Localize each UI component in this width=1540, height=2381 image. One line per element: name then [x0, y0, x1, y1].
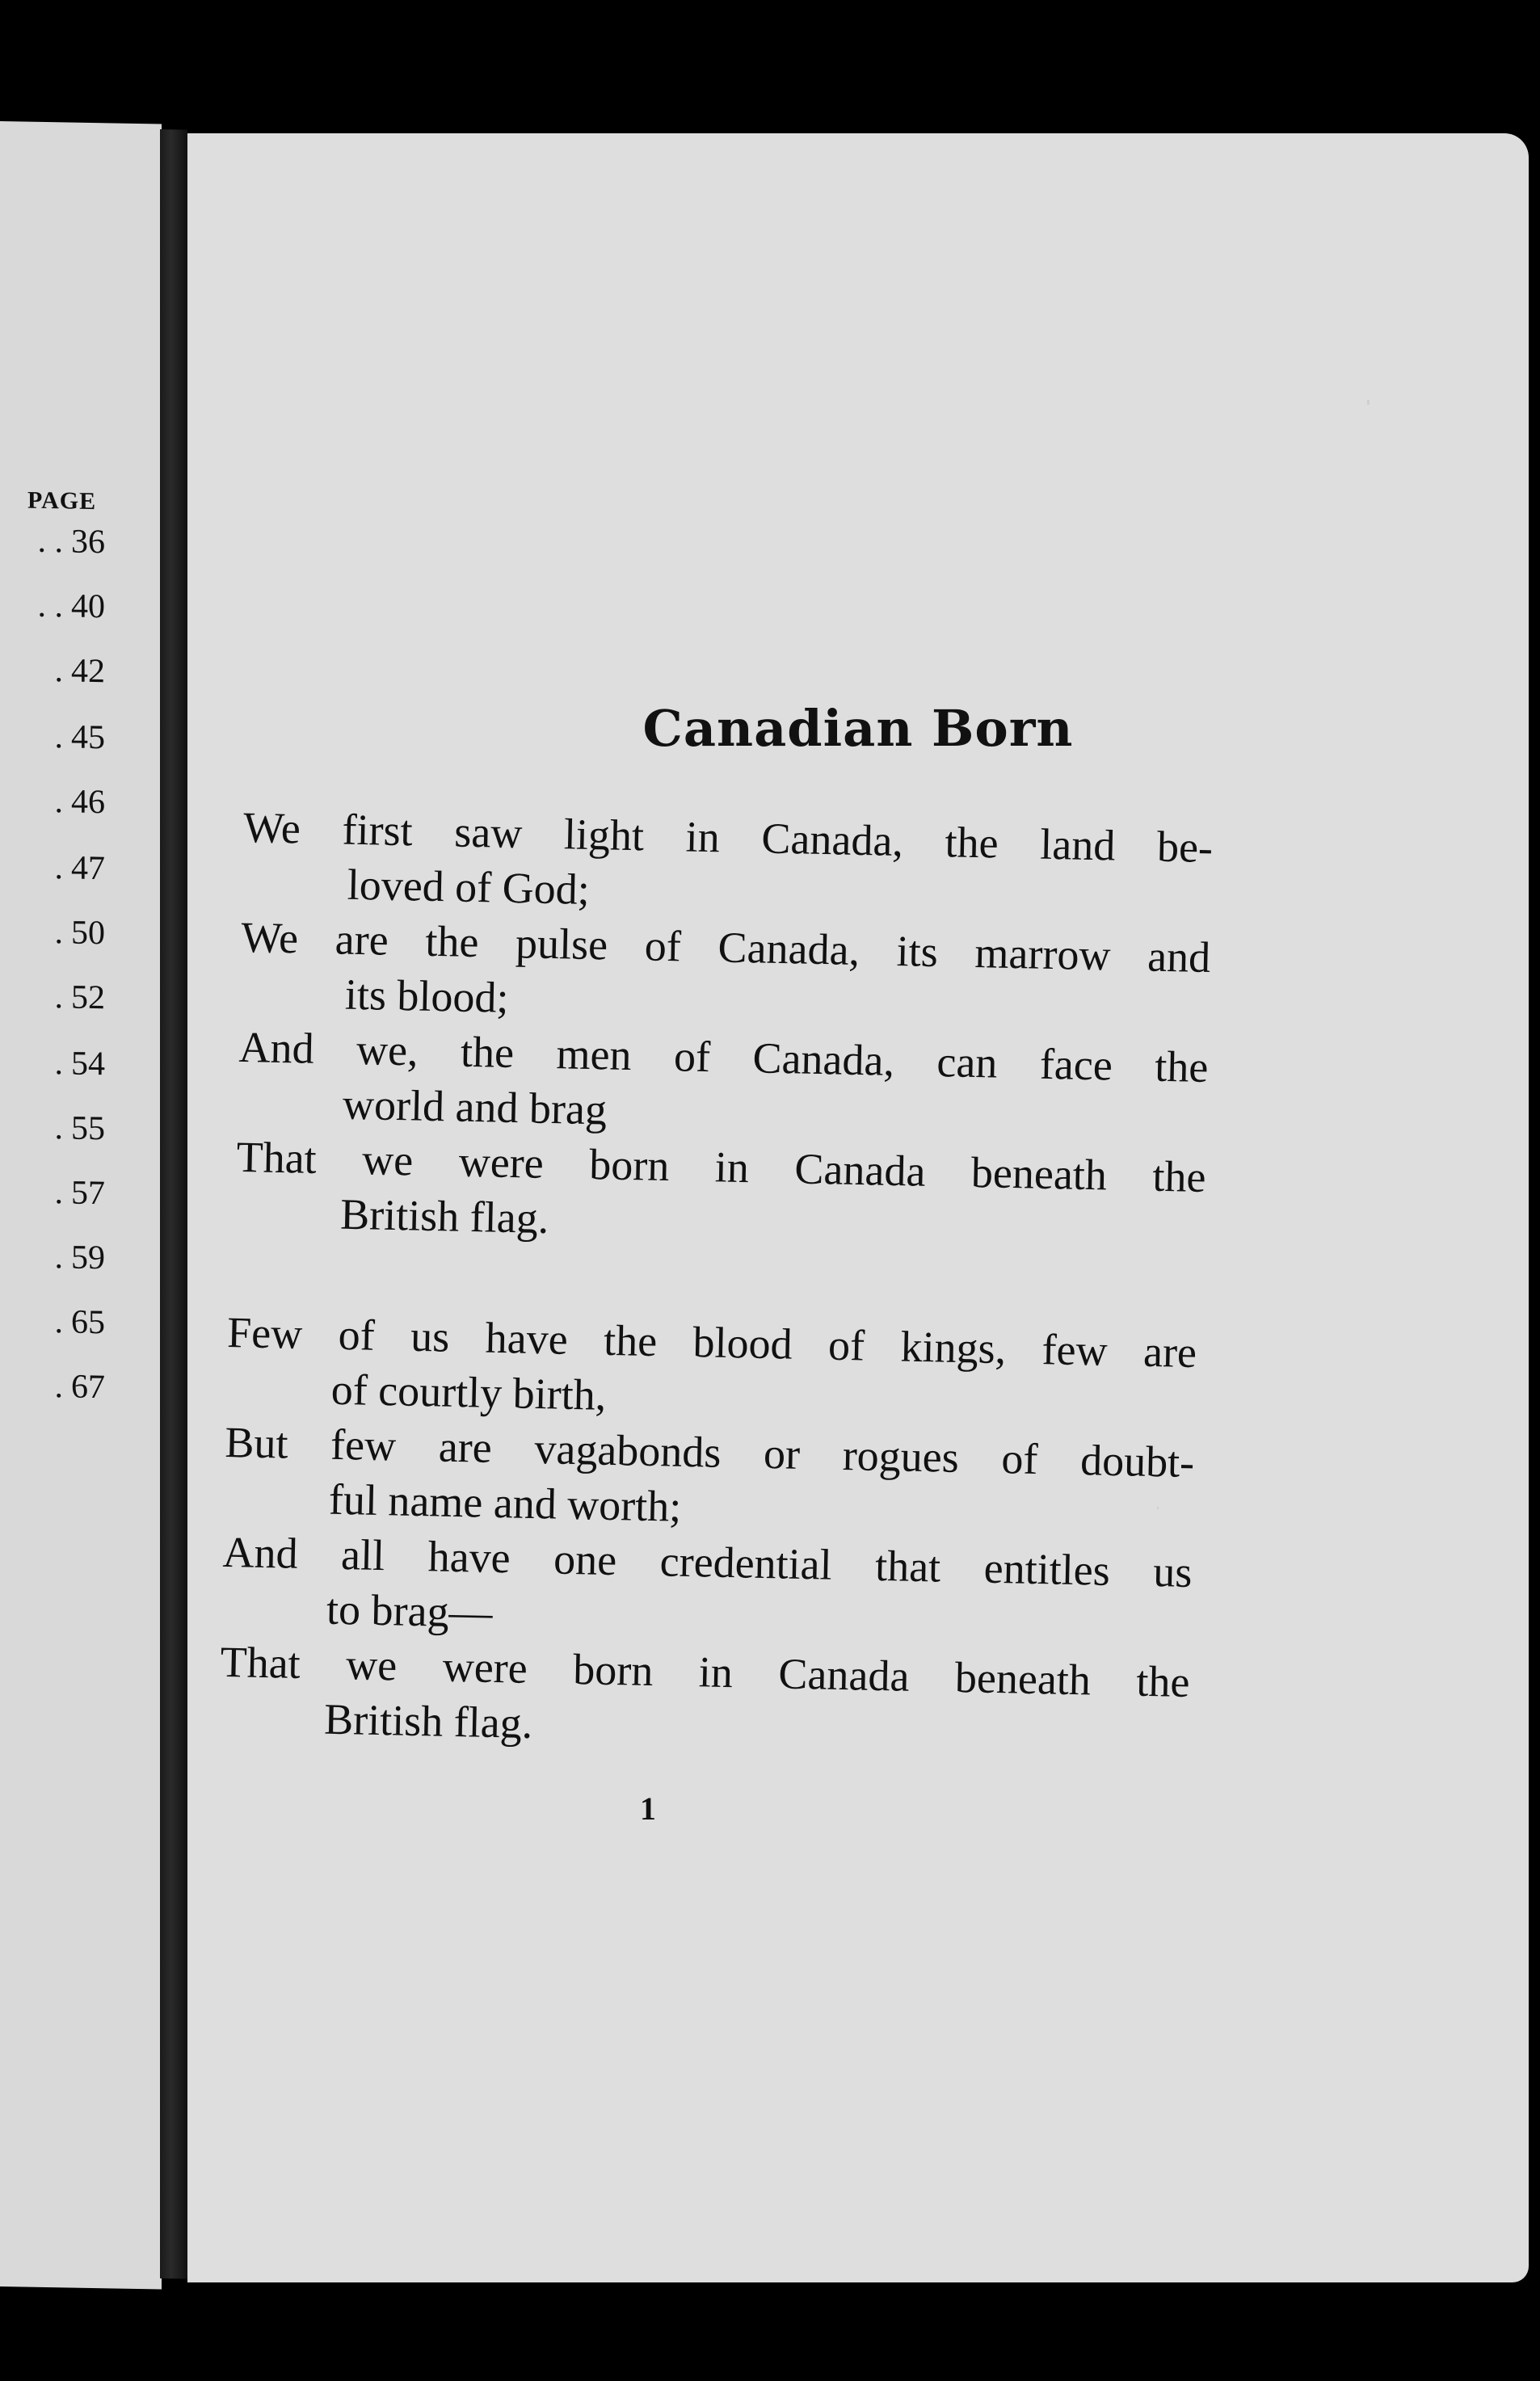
toc-item: [0, 1237, 105, 1287]
toc-header: PAGE: [27, 486, 97, 515]
line-continuation: its blood;: [344, 970, 510, 1022]
toc-page-number: 54: [71, 1045, 105, 1083]
toc-page-number: 57: [71, 1174, 105, 1213]
line-continuation: loved of God;: [347, 860, 591, 914]
toc-item: [0, 781, 105, 831]
toc-leader: .: [54, 914, 63, 952]
toc-page-number: 55: [71, 1109, 105, 1148]
toc-item: [0, 717, 105, 767]
toc-page-number: 42: [71, 652, 105, 691]
line-text: Few of us have the blood of kings, few are: [226, 1307, 1197, 1378]
toc-item: [0, 1108, 105, 1158]
poem-line: [225, 1305, 1197, 1435]
line-continuation: British flag.: [339, 1189, 549, 1243]
toc-item: [0, 1043, 105, 1093]
line-text: But few are vagabonds or rogues of doubt-: [224, 1417, 1195, 1487]
stanza: [235, 800, 1214, 1260]
poem-line: [235, 1130, 1207, 1260]
line-text: We first saw light in Canada, the land be-: [242, 802, 1214, 873]
toc-item: [0, 977, 105, 1027]
left-page: [0, 121, 162, 2289]
toc-item: [0, 586, 105, 636]
poem-line: [242, 800, 1214, 930]
scan-speck: [1367, 400, 1370, 405]
poem-line: [239, 910, 1211, 1040]
toc-leader: .: [54, 783, 63, 821]
toc-leader: . .: [37, 522, 63, 561]
line-text: And we, the men of Canada, can face the: [238, 1022, 1209, 1092]
toc-leader: .: [54, 1368, 63, 1406]
toc-leader: .: [54, 849, 63, 887]
toc-item: [0, 1302, 105, 1352]
toc-page-number: 36: [71, 523, 105, 562]
line-text: That we were born in Canada beneath the: [236, 1132, 1207, 1202]
line-continuation: of courtly birth,: [330, 1365, 607, 1420]
toc-page-number: 65: [71, 1303, 105, 1342]
toc-leader: .: [54, 1045, 63, 1083]
line-continuation: to brag—: [326, 1584, 494, 1637]
toc-item: [0, 848, 105, 898]
line-continuation: British flag.: [323, 1694, 533, 1748]
right-page: [187, 133, 1529, 2282]
poem-line: [221, 1525, 1193, 1655]
line-text: And all have one credential that entitles us: [221, 1527, 1193, 1597]
toc-page-number: 50: [71, 914, 105, 953]
toc-leader: .: [54, 652, 63, 690]
toc-leader: .: [54, 1239, 63, 1277]
toc-item: [0, 1366, 105, 1416]
toc-page-number: 47: [71, 849, 105, 888]
toc-page-number: 59: [71, 1239, 105, 1277]
poem-line: [219, 1634, 1191, 1765]
line-continuation: ful name and worth;: [328, 1474, 682, 1531]
toc-page-number: 52: [71, 978, 105, 1017]
toc-page-number: 40: [71, 587, 105, 626]
line-text: We are the pulse of Canada, its marrow and: [240, 912, 1211, 982]
toc-item: [0, 912, 105, 962]
toc-leader: .: [54, 1303, 63, 1341]
toc-page-number: 67: [71, 1368, 105, 1407]
toc-list: [0, 521, 105, 1407]
toc-item: [0, 521, 105, 571]
poem-line: [223, 1415, 1195, 1545]
scan-speck: [1157, 1507, 1159, 1509]
poem-line: [237, 1020, 1209, 1150]
toc-page-number: 46: [71, 783, 105, 822]
page-number: 1: [640, 1790, 656, 1827]
toc-leader: . .: [37, 587, 63, 625]
toc-leader: .: [54, 1174, 63, 1212]
line-text: That we were born in Canada beneath the: [220, 1637, 1191, 1707]
book-spine-gutter: [160, 129, 187, 2279]
toc-leader: .: [54, 718, 63, 756]
toc-item: [0, 1172, 105, 1222]
stanza: [219, 1305, 1197, 1765]
toc-page-number: 45: [71, 718, 105, 757]
line-continuation: world and brag: [342, 1079, 608, 1134]
poem-title: Canadian Born: [642, 699, 1074, 758]
toc-leader: .: [54, 978, 63, 1016]
toc-leader: .: [54, 1109, 63, 1147]
toc-item: [0, 650, 105, 700]
